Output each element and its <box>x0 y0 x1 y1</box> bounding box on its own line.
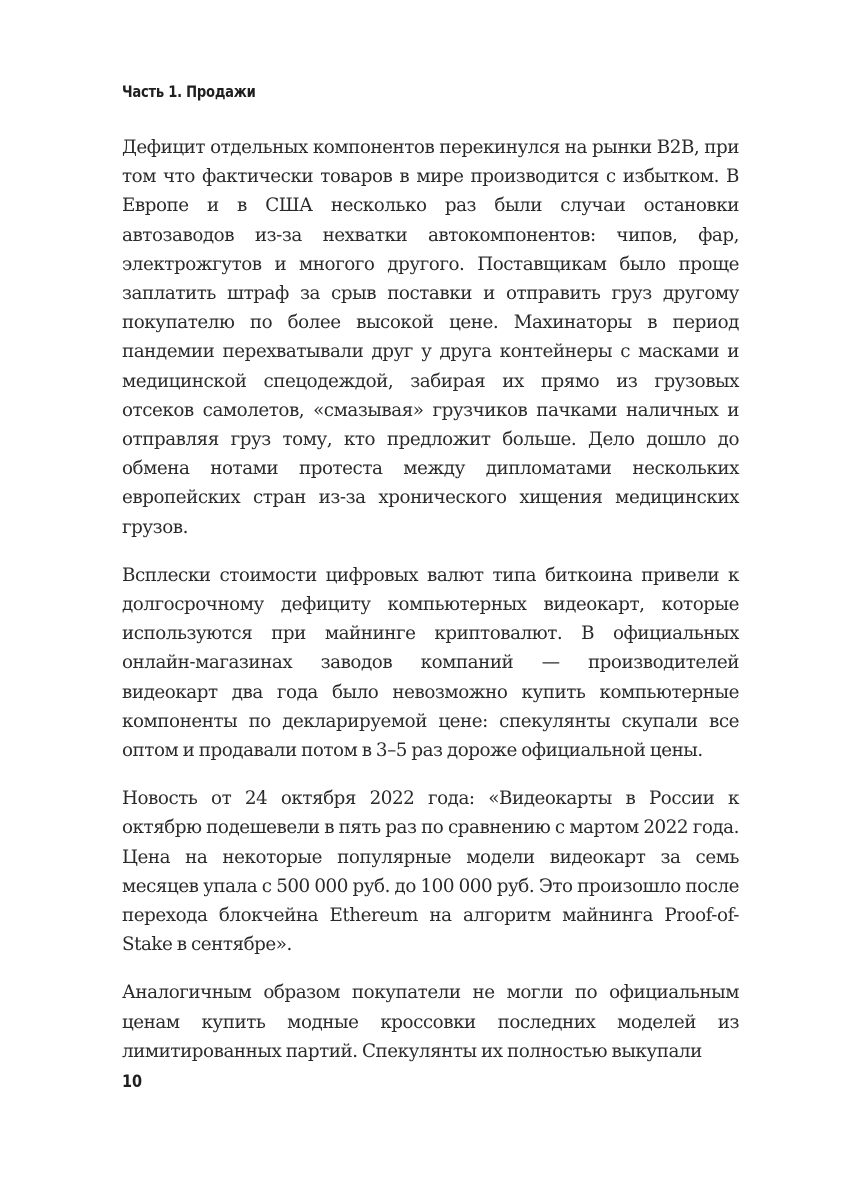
paragraph: Всплески стоимости цифровых валют типа биткоина привели к долгосрочному дефициту компьютерных видеокарт, которые используются при майнинге криптовалют. В официальных онлайн-магазинах заводов компаний — производителей видеокарт два года было невозможно купить компьютерные компоненты по декларируемой цене: спекулянты скупали все оптом и продавали потом в 3–5 раз дороже официальной цены. <box>122 564 739 762</box>
body-text <box>122 133 739 1085</box>
paragraph: Аналогичным образом покупатели не могли по официальным ценам купить модные кроссовки последних моделей из лимитированных партий. Спекулянты их полностью выкупали <box>122 982 739 1062</box>
page-number: 10 <box>122 1072 143 1092</box>
paragraph: Дефицит отдельных компонентов перекинулся на рынки B2B, при том что фактически товаров в мире производится с избытком. В Европе и в США несколько раз были случаи остановки автозаводов из-за нехватки автокомпонентов: чипов, фар, электрожгутов и многого другого. Поставщикам было проще заплатить штраф за срыв поставки и отправить груз другому покупателю по более высокой цене. Махинаторы в период пандемии перехватывали друг у друга контейнеры с масками и медицинской спецодеждой, забирая их прямо из грузовых отсеков самолетов, «смазывая» грузчиков пачками наличных и отправляя груз тому, кто предложит больше. Дело дошло до обмена нотами протеста между дипломатами нескольких европейских стран из-за хронического хищения медицинских грузов. <box>122 137 739 538</box>
paragraph: Новость от 24 октября 2022 года: «Видеокарты в России к октябрю подешевели в пять раз по сравнению с мартом 2022 года. Цена на некоторые популярные модели видеокарт за семь месяцев упала с 500 000 руб. до 100 000 руб. Это произошло после перехода блокчейна Ethereum на алгоритм майнинга Proof-of-Stake в сентябре». <box>122 788 739 956</box>
running-header: Часть 1. Продажи <box>122 82 256 101</box>
